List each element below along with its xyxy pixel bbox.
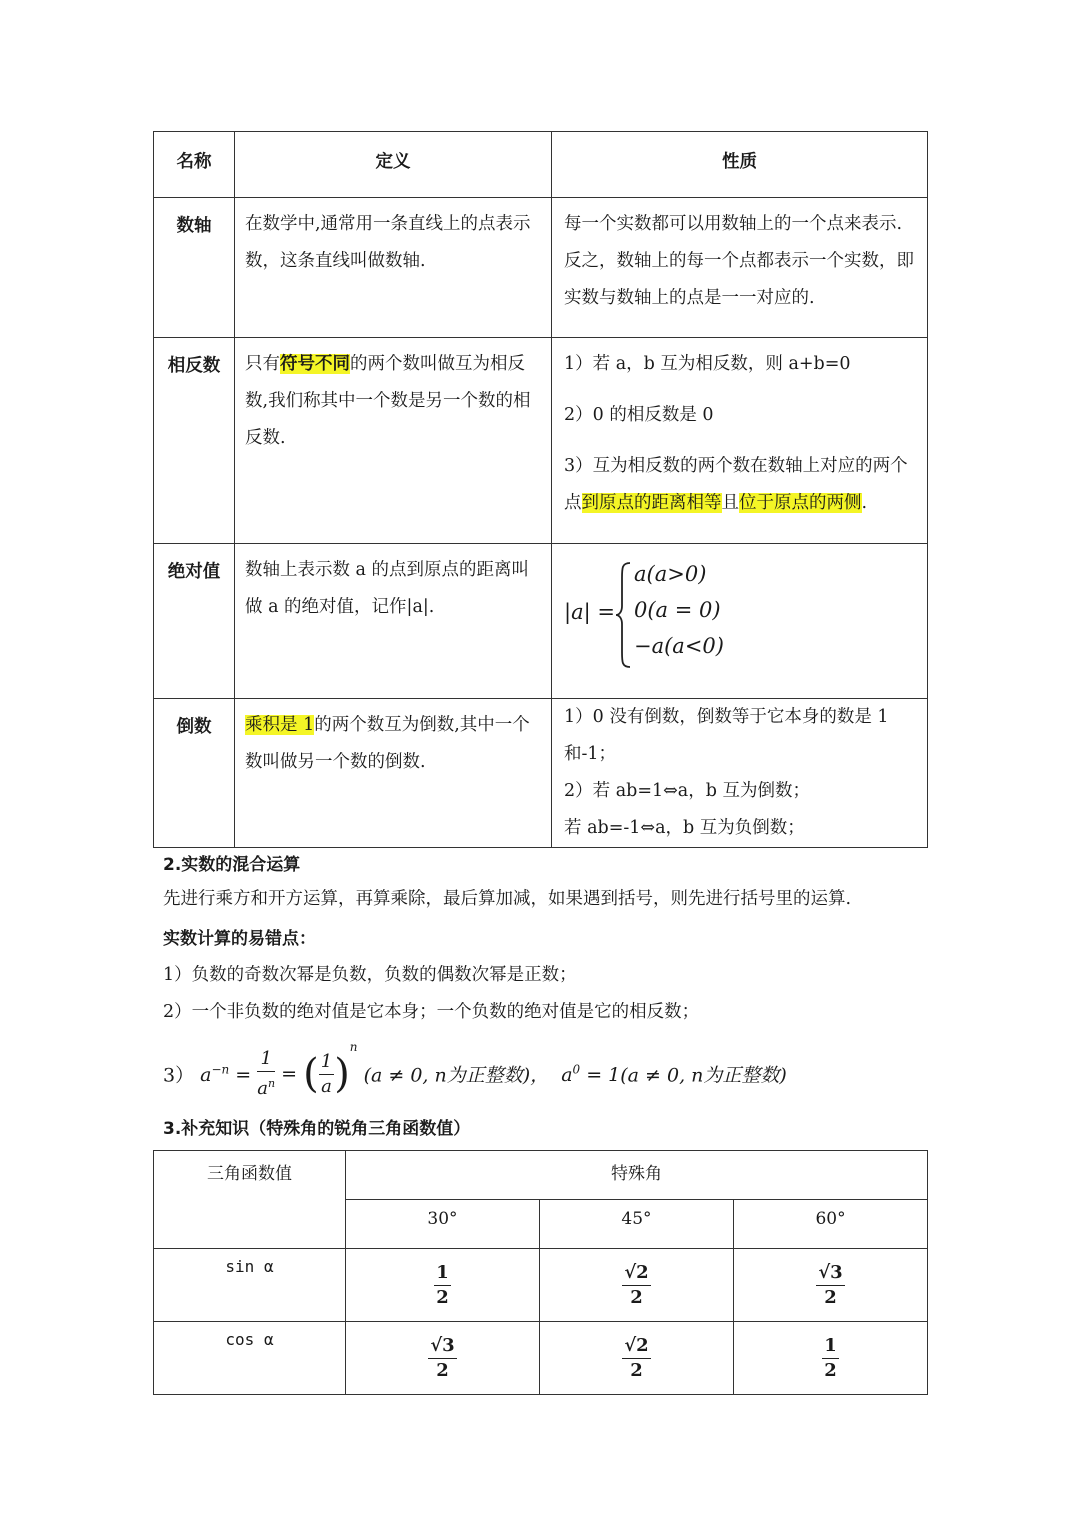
row-name: 数轴: [154, 198, 235, 338]
row-definition: [235, 338, 552, 544]
fraction: [622, 1334, 650, 1383]
value-cell: [734, 1249, 928, 1322]
angle-60: 60°: [734, 1200, 928, 1249]
brace-icon: [614, 560, 634, 670]
table-header-row: [154, 1151, 928, 1200]
row-name: 倒数: [154, 699, 235, 848]
row-name: 相反数: [154, 338, 235, 544]
row-name: 绝对值: [154, 544, 235, 699]
numerator: √3: [816, 1261, 844, 1286]
fraction: [816, 1261, 844, 1310]
trig-table: [153, 1150, 928, 1395]
formula-lhs: |a| =: [564, 600, 615, 624]
property-item: 1）若 a，b 互为相反数，则 a+b=0: [564, 354, 851, 374]
denominator: 2: [824, 1359, 837, 1381]
formula-condition: (a ≠ 0, n为正整数)，: [363, 1064, 550, 1087]
property-item: 2）若 ab=1⇔a，b 互为倒数；: [564, 781, 810, 801]
definition-text: 的两个数互为倒数,其中一个数叫做另一个数的倒数.: [245, 715, 530, 772]
property-text: 且: [721, 493, 739, 513]
fraction: $\frac{1}{a^n}$: [257, 1048, 276, 1099]
numerator: √2: [622, 1261, 650, 1286]
fraction: [434, 1261, 451, 1310]
definition-text: 只有: [245, 354, 280, 374]
row-property: 每一个实数都可以用数轴上的一个点来表示. 反之，数轴上的每一个点都表示一个实数，即实数与数轴上的点是一一对应的.: [552, 198, 928, 338]
denominator: 2: [630, 1286, 643, 1308]
value-cell: [346, 1322, 540, 1395]
row-definition: [235, 699, 552, 848]
numerator: 1: [434, 1261, 451, 1286]
highlight-text: 符号不同: [280, 354, 350, 374]
denominator: 2: [630, 1359, 643, 1381]
property-item: 若 ab=-1⇔a，b 互为负倒数；: [564, 818, 805, 838]
section3-title: 3.补充知识（特殊角的锐角三角函数值）: [163, 1119, 471, 1139]
fraction: [822, 1334, 839, 1383]
table-row: [154, 198, 928, 338]
denominator: 2: [436, 1286, 449, 1308]
section2-title: 2.实数的混合运算: [163, 855, 301, 875]
value-cell: [734, 1322, 928, 1395]
sin-label: sin α: [154, 1249, 346, 1322]
fraction: [428, 1334, 456, 1383]
case-line: a(a>0): [634, 562, 707, 586]
numerator: √3: [428, 1334, 456, 1359]
table-row: [154, 338, 928, 544]
property-text: 3）互为相反数的两个数在数轴上对应的两个点: [564, 456, 908, 513]
fraction: [622, 1261, 650, 1310]
denominator: 2: [824, 1286, 837, 1308]
paren-fraction: (: [303, 1051, 319, 1097]
row-definition: 在数学中,通常用一条直线上的点表示数，这条直线叫做数轴.: [235, 198, 552, 338]
header-name: 名称: [154, 132, 235, 198]
formula-zero-power: $a^0 = 1$: [561, 1062, 621, 1086]
row-property: [552, 338, 928, 544]
highlight-text: 乘积是 1: [245, 715, 315, 735]
highlight-text: 位于原点的两侧: [739, 493, 862, 513]
absolute-value-formula: [552, 544, 928, 699]
item-label: 3）: [163, 1064, 195, 1087]
header-definition: 定义: [235, 132, 552, 198]
table-row: [154, 699, 928, 848]
group-label: 特殊角: [346, 1151, 928, 1200]
property-item: 1）0 没有倒数，倒数等于它本身的数是 1 和-1；: [564, 707, 889, 764]
section2-text: 先进行乘方和开方运算，再算乘除，最后算加减，如果遇到括号，则先进行括号里的运算.: [163, 889, 852, 909]
error-item: 1）负数的奇数次幂是负数，负数的偶数次幂是正数；: [163, 965, 577, 985]
numerator: √2: [622, 1334, 650, 1359]
error-item: 2）一个非负数的绝对值是它本身；一个负数的绝对值是它的相反数；: [163, 1002, 700, 1022]
property-text: .: [861, 493, 868, 513]
value-cell: [540, 1249, 734, 1322]
paren-fraction: ): [334, 1051, 350, 1097]
property-item: 2）0 的相反数是 0: [564, 405, 714, 425]
header-property: 性质: [552, 132, 928, 198]
cos-label: cos α: [154, 1322, 346, 1395]
table-row: [154, 1249, 928, 1322]
case-line: −a(a<0): [634, 634, 724, 658]
angle-45: 45°: [540, 1200, 734, 1249]
table-header-row: [154, 132, 928, 198]
value-cell: [540, 1322, 734, 1395]
angle-30: 30°: [346, 1200, 540, 1249]
denominator: 2: [436, 1359, 449, 1381]
power-formula: 3） $a^{-n}$ = $\frac{1}{a^n}$ = ( $\frac{1}{a}$ )$^n$ (a ≠ 0, n为正整数)， $a^0 = 1(a \ne 0$, n为正整数): [163, 1040, 787, 1099]
col-label: 三角函数值: [154, 1151, 346, 1249]
property-item: [564, 448, 917, 522]
row-property: [552, 699, 928, 848]
table-row: [154, 1322, 928, 1395]
fraction: $\frac{1}{a}$: [320, 1050, 333, 1097]
numerator: 1: [822, 1334, 839, 1359]
case-line: 0(a = 0): [634, 598, 721, 622]
formula-condition: (a ≠ 0, n为正整数): [620, 1064, 787, 1087]
section2-subtitle: 实数计算的易错点：: [163, 929, 316, 949]
formula-equals: =: [281, 1063, 298, 1085]
value-cell: [346, 1249, 540, 1322]
row-definition: 数轴上表示数 a 的点到原点的距离叫做 a 的绝对值，记作|a|.: [235, 544, 552, 699]
highlight-text: 到原点的距离相等: [581, 493, 722, 513]
table-row: [154, 544, 928, 699]
definitions-table: [153, 131, 928, 848]
formula-power: $a^{-n}$ =: [200, 1062, 252, 1086]
definition-text: 的两个数叫做互为相反数,我们称其中一个数是另一个数的相反数.: [245, 354, 531, 448]
